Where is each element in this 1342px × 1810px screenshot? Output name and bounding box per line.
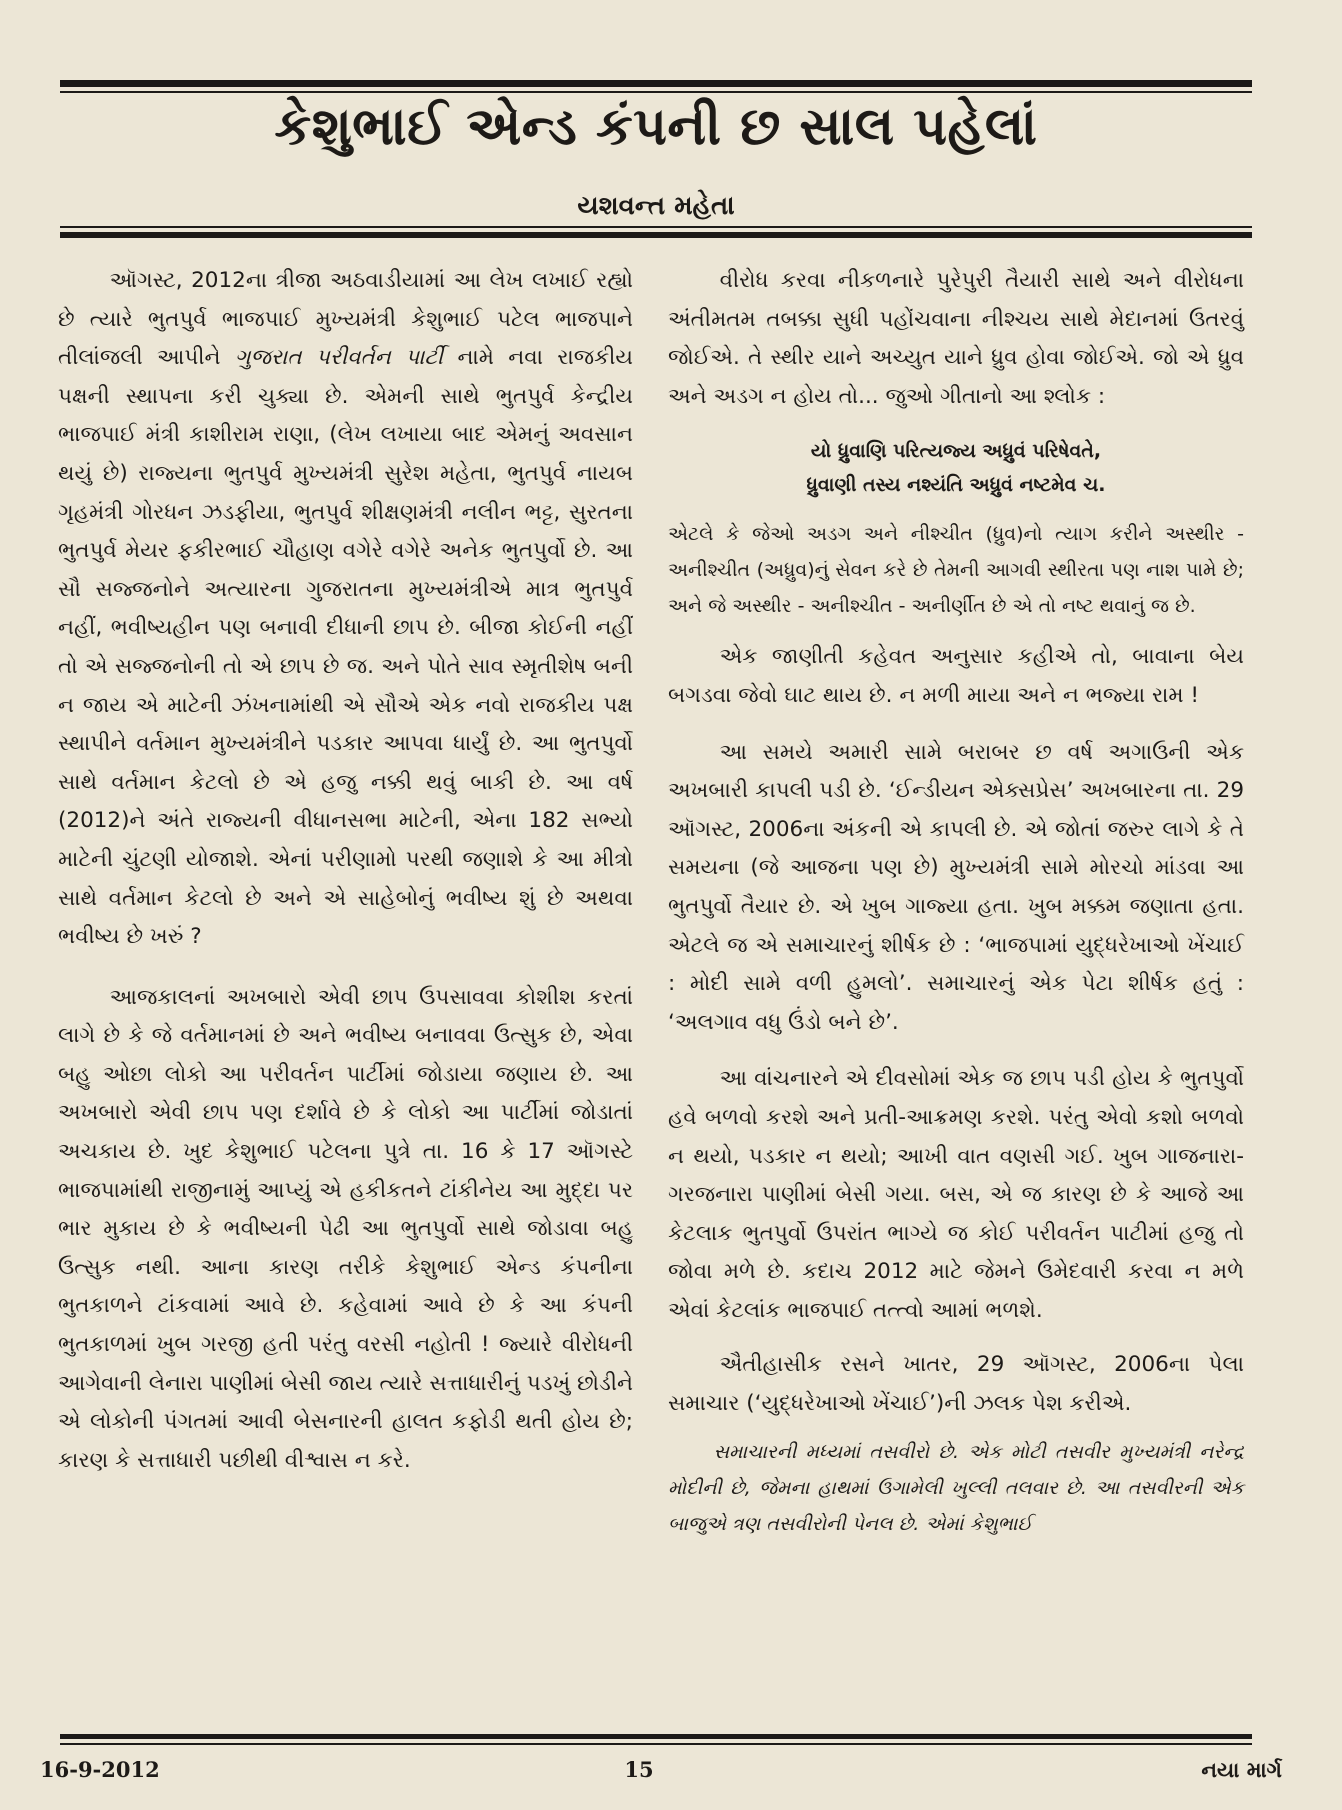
left-paragraph-1: ઑગસ્ટ, 2012ના ત્રીજા અઠવાડીયામાં આ લેખ લખાઈ રહ્યો છે ત્યારે ભુતપુર્વ ભાજપાઈ મુખ્યમંત્રી કેશુભાઈ પટેલ ભાજપાને તીલાંજલી આપીને ગુજરાત પરીવર્તન પાર્ટી નામે નવા રાજકીય પક્ષની સ્થાપના કરી ચુક્યા છે. એમની સાથે ભુતપુર્વ કેન્દ્રીય ભાજપાઈ મંત્રી કાશીરામ રાણા, (લેખ લખાયા બાદ એમનું અવસાન થયું છે) રાજ્યના ભુતપુર્વ મુખ્યમંત્રી સુરેશ મહેતા, ભુતપુર્વ નાયબ ગૃહમંત્રી ગોરધન ઝડફીયા, ભુતપુર્વ શીક્ષણમંત્રી નલીન ભટ્ટ, સુરતના ભુતપુર્વ મેયર ફકીરભાઈ ચૌહાણ વગેરે વગેરે અનેક ભુતપુર્વો છે. આ સૌ સજ્જનોને અત્યારના ગુજરાતના મુખ્યમંત્રીએ માત્ર ભુતપુર્વ નહીં, ભવીષ્યહીન પણ બનાવી દીધાની છાપ છે. બીજા કોઈની નહીં તો એ સજ્જનોની તો એ છાપ છે જ. અને પોતે સાવ સ્મૃતીશેષ બની ન જાય એ માટેની ઝંખનામાંથી એ સૌએ એક નવો રાજકીય પક્ષ સ્થાપીને વર્તમાન મુખ્યમંત્રીને પડકાર આપવા ધાર્યું છે. આ ભુતપુર્વો સાથે વર્તમાન કેટલો છે એ હજુ નક્કી થવું બાકી છે. આ વર્ષ (2012)ને અંતે રાજ્યની વીધાનસભા માટેની, એના 182 સભ્યો માટેની ચુંટણી યોજાશે. એનાં પરીણામો પરથી જણાશે કે આ મીત્રો સાથે વર્તમાન કેટલો છે અને એ સાહેબોનું ભવીષ્ય શું છે અથવા ભવીષ્ય છે ખરું ? [58,268,633,950]
left-paragraph-2: આજકાલનાં અખબારો એવી છાપ ઉપસાવવા કોશીશ કરતાં લાગે છે કે જે વર્તમાનમાં છે અને ભવીષ્ય બનાવવા ઉત્સુક છે, એવા બહુ ઓછા લોકો આ પરીવર્તન પાર્ટીમાં જોડાયા જણાય છે. આ અખબારો એવી છાપ પણ દર્શાવે છે કે લોકો આ પાર્ટીમાં જોડાતાં અચકાય છે. ખુદ કેશુભાઈ પટેલના પુત્રે તા. 16 કે 17 ઑગસ્ટે ભાજપામાંથી રાજીનામું આપ્યું એ હકીકતને ટાંકીનેય આ મુદ્દા પર ભાર મુકાય છે કે ભવીષ્યની પેઢી આ ભુતપુર્વો સાથે જોડાવા બહુ ઉત્સુક નથી. આના કારણ તરીકે કેશુભાઈ એન્ડ કંપનીના ભુતકાળને ટાંકવામાં આવે છે. કહેવામાં આવે છે કે આ કંપની ભુતકાળમાં ખુબ ગરજી હતી પરંતુ વરસી નહોતી ! જ્યારે વીરોધની આગેવાની લેનારા પાણીમાં બેસી જાય ત્યારે સત્તાધારીનું પડખું છોડીને એ લોકોની પંગતમાં આવી બેસનારની હાલત કફોડી થતી હોય છે; કારણ કે સત્તાધારી પછીથી વીશ્વાસ ન કરે. [58,984,633,1473]
left-column [58,262,633,1490]
header-rule-thick [60,232,1252,238]
gita-shloka [668,434,1244,502]
publication-name: નયા માર્ગ [1201,1758,1282,1782]
article-author: યશવન્ત મહેતા [577,191,735,221]
party-name: ગુજરાત પરીવર્તન પાર્ટી [234,345,444,371]
footer-rule-thick [60,1734,1252,1739]
header-rule-thin [60,226,1252,228]
issue-date: 16-9-2012 [40,1757,160,1782]
top-rule-thick [60,80,1252,87]
right-paragraph-5: ઐતીહાસીક રસને ખાતર, 29 ઑગસ્ટ, 2006ના પેલા સમાચાર (‘યુદ્ધરેખાઓ ખેંચાઈ’)ની ઝલક પેશ કરીએ. [668,1352,1244,1417]
article-title: કેશુભાઈ એન્ડ કંપની છ સાલ પહેલાં [274,97,1038,157]
right-paragraph-2: એક જાણીતી કહેવત અનુસાર કહીએ તો, બાવાના બેય બગડવા જેવો ઘાટ થાય છે. ન મળી માયા અને ન ભજ્યા રામ ! [668,644,1244,708]
shloka-line-1: યો ધ્રુવાણિ પરિત્યજ્ય અધ્રુવં પરિષેવતે, [810,440,1102,463]
right-paragraph-3: આ સમયે અમારી સામે બરાબર છ વર્ષ અગાઉની એક અખબારી કાપલી પડી છે. ‘ઈન્ડીયન એક્સપ્રેસ’ અખબારના તા. 29 ઑગસ્ટ, 2006ના અંકની એ કાપલી છે. એ જોતાં જરુર લાગે કે તે સમયના (જે આજના પણ છે) મુખ્યમંત્રી સામે મોરચો માંડવા આ ભુતપુર્વો તૈયાર છે. એ ખુબ ગાજ્યા હતા. ખુબ મક્કમ જણાતા હતા. એટલે જ એ સમાચારનું શીર્ષક છે : ‘ભાજપામાં યુદ્ધરેખાઓ ખેંચાઈ : મોદી સામે વળી હુમલો’. સમાચારનું એક પેટા શીર્ષક હતું : ‘અલગાવ વધુ ઉંડો બને છે’. [668,739,1244,1035]
top-rule-thin [60,91,1252,93]
right-paragraph-4: આ વાંચનારને એ દીવસોમાં એક જ છાપ પડી હોય કે ભુતપુર્વો હવે બળવો કરશે અને પ્રતી-આક્રમણ કરશે. પરંતુ એવો કશો બળવો ન થયો, પડકાર ન થયો; આખી વાત વણસી ગઈ. ખુબ ગાજનારા-ગરજનારા પાણીમાં બેસી ગયા. બસ, એ જ કારણ છે કે આજે આ કેટલાક ભુતપુર્વો ઉપરાંત ભાગ્યે જ કોઈ પરીવર્તન પાટીમાં હજુ તો જોવા મળે છે. કદાચ 2012 માટે જેમને ઉમેદવારી કરવા ન મળે એવાં કેટલાંક ભાજપાઈ તત્ત્વો આમાં ભળશે. [668,1066,1244,1323]
shloka-line-2: ધ્રુવાણી તસ્ય નશ્યંતિ અધ્રુવં નષ્ટમેવ ચ. [806,474,1106,497]
footer-rule-thin [60,1743,1252,1745]
news-excerpt: સમાચારની મધ્યમાં તસવીરો છે. એક મોટી તસવીર મુખ્યમંત્રી નરેન્દ્ર મોદીની છે, જેમના હાથમાં ઉગામેલી ખુલ્લી તલવાર છે. આ તસવીરની એક બાજુએ ત્રણ તસવીરોની પેનલ છે. એમાં કેશુભાઈ [668,1440,1244,1535]
right-column [668,262,1244,1552]
shloka-meaning: એટલે કે જેઓ અડગ અને નીશ્ચીત (ધ્રુવ)નો ત્યાગ કરીને અસ્થીર - અનીશ્ચીત (અધ્રુવ)નું સેવન કરે છે તેમની આગવી સ્થીરતા પણ નાશ પામે છે; અને જે અસ્થીર - અનીશ્ચીત - અનીર્ણીત છે એ તો નષ્ટ થવાનું જ છે. [668,523,1244,618]
right-paragraph-1: વીરોધ કરવા નીકળનારે પુરેપુરી તૈયારી સાથે અને વીરોધના અંતીમતમ તબક્કા સુધી પહોંચવાના નીશ્ચય સાથે મેદાનમાં ઉતરવું જોઈએ. તે સ્થીર યાને અચ્યુત યાને ધ્રુવ હોવા જોઈએ. જો એ ધ્રુવ અને અડગ ન હોય તો... જુઓ ગીતાનો આ શ્લોક : [668,268,1244,409]
page-number: 15 [624,1757,654,1782]
